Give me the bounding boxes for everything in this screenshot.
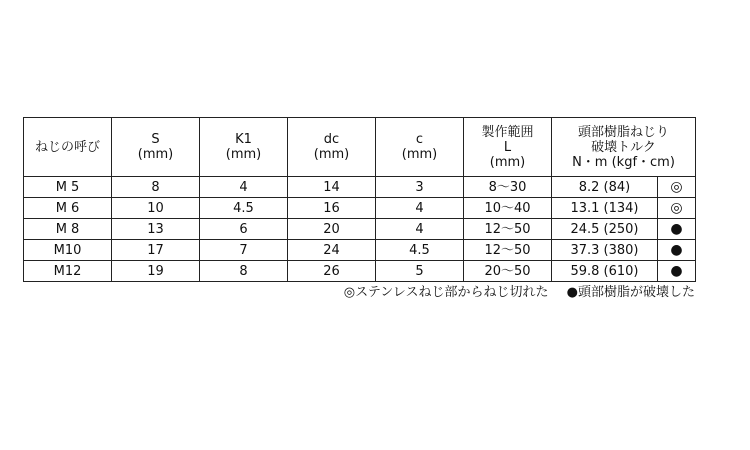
header-s-label: S [151,132,160,147]
cell-s: 10 [112,198,200,219]
failure-legend [288,285,695,301]
header-row [24,118,696,177]
cell-size: M 8 [24,219,112,240]
cell-failure-mark: ● [658,240,696,261]
header-range [464,118,552,177]
legend-resin-head-break: ●頭部樹脂が破壊した [566,285,695,300]
cell-torque: 13.1 (134) [552,198,658,219]
table-row [24,261,696,282]
cell-torque: 8.2 (84) [552,177,658,198]
cell-torque: 37.3 (380) [552,240,658,261]
cell-size: M12 [24,261,112,282]
header-c-label: c [415,132,424,147]
header-k1-unit: (mm) [225,147,262,162]
header-k1-label: K1 [235,132,252,147]
header-k1 [200,118,288,177]
cell-k1: 6 [200,219,288,240]
header-c [376,118,464,177]
cell-s: 13 [112,219,200,240]
table-row [24,198,696,219]
header-range-label: 製作範囲 [481,124,534,140]
cell-size: M 6 [24,198,112,219]
cell-size: M 5 [24,177,112,198]
header-s-unit: (mm) [137,147,174,162]
cell-k1: 4.5 [200,198,288,219]
cell-s: 8 [112,177,200,198]
cell-c: 3 [376,177,464,198]
spec-table [23,117,696,282]
header-c-unit: (mm) [401,147,438,162]
header-torque-line2: 破壊トルク [591,139,656,155]
header-torque-unit: N・m (kgf・cm) [572,154,675,170]
header-torque [552,118,696,177]
header-range-unit: (mm) [489,154,526,170]
cell-c: 5 [376,261,464,282]
cell-range: 12〜50 [464,240,552,261]
cell-dc: 26 [288,261,376,282]
cell-dc: 16 [288,198,376,219]
header-size [24,118,112,177]
cell-c: 4 [376,198,464,219]
cell-size: M10 [24,240,112,261]
cell-k1: 4 [200,177,288,198]
table-row [24,219,696,240]
header-size-label: ねじの呼び [34,139,100,155]
cell-k1: 8 [200,261,288,282]
cell-s: 17 [112,240,200,261]
cell-failure-mark: ● [658,261,696,282]
cell-k1: 7 [200,240,288,261]
header-range-symbol: L [503,139,512,155]
cell-c: 4 [376,219,464,240]
cell-range: 12〜50 [464,219,552,240]
header-torque-line1: 頭部樹脂ねじり [577,124,669,140]
cell-s: 19 [112,261,200,282]
header-dc-unit: (mm) [313,147,350,162]
cell-torque: 59.8 (610) [552,261,658,282]
cell-dc: 14 [288,177,376,198]
cell-c: 4.5 [376,240,464,261]
cell-range: 8〜30 [464,177,552,198]
header-s [112,118,200,177]
cell-failure-mark: ◎ [658,177,696,198]
cell-range: 10〜40 [464,198,552,219]
cell-failure-mark: ◎ [658,198,696,219]
cell-dc: 20 [288,219,376,240]
header-dc [288,118,376,177]
cell-dc: 24 [288,240,376,261]
cell-torque: 24.5 (250) [552,219,658,240]
header-dc-label: dc [323,132,340,147]
cell-range: 20〜50 [464,261,552,282]
table-row [24,240,696,261]
table-row [24,177,696,198]
legend-stainless-thread-break: ◎ステンレスねじ部からねじ切れた [343,285,549,300]
cell-failure-mark: ● [658,219,696,240]
